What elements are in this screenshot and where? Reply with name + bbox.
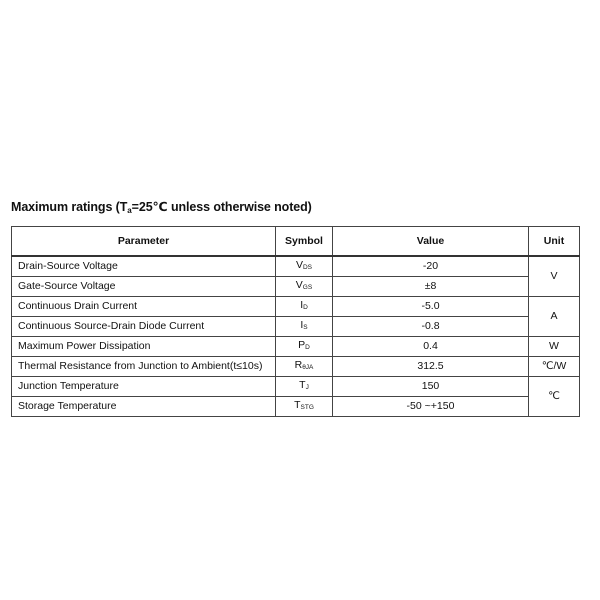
table-row [12,277,580,297]
symbol-subscript: S [303,324,308,331]
symbol-main: V [295,279,303,291]
symbol-main: V [295,259,303,271]
row-parameter: Continuous Source-Drain Diode Current [12,317,276,337]
table-row [12,297,580,317]
row-symbol [276,297,333,317]
row-symbol [276,256,333,277]
table-row [12,256,580,277]
unit-cell-voltage: V [529,256,580,297]
symbol-main: T [299,379,306,391]
unit-cell-power: W [529,337,580,357]
row-symbol [276,337,333,357]
symbol-subscript: D [303,304,308,311]
symbol-main: P [298,339,306,351]
row-value: -50 ~+150 [333,397,529,417]
symbol-subscript: J [305,384,309,391]
header-unit: Unit [529,227,580,257]
table-header-row [12,227,580,257]
symbol-subscript: DS [302,264,313,271]
symbol-main: R [294,359,303,371]
table-row [12,377,580,397]
header-value: Value [333,227,529,257]
row-parameter: Storage Temperature [12,397,276,417]
symbol-subscript: GS [302,284,313,291]
row-parameter: Maximum Power Dissipation [12,337,276,357]
row-symbol [276,317,333,337]
table-row [12,397,580,417]
title-suffix: =25℃ unless otherwise noted) [131,200,312,214]
row-parameter: Junction Temperature [12,377,276,397]
row-parameter: Drain-Source Voltage [12,256,276,277]
row-value: 0.4 [333,337,529,357]
row-value: -20 [333,256,529,277]
maximum-ratings-table [11,226,580,417]
row-value: 312.5 [333,357,529,377]
header-parameter: Parameter [12,227,276,257]
section-title [11,199,312,215]
row-parameter: Thermal Resistance from Junction to Ambient(t≤10s) [12,357,276,377]
header-symbol: Symbol [276,227,333,257]
title-prefix: Maximum ratings (T [11,200,128,214]
row-value: -5.0 [333,297,529,317]
symbol-subscript: θJA [302,364,314,371]
row-symbol [276,277,333,297]
row-symbol [276,397,333,417]
row-parameter: Gate-Source Voltage [12,277,276,297]
symbol-main: I [300,299,304,311]
title-subscript: a [127,206,132,215]
row-symbol [276,357,333,377]
row-value: 150 [333,377,529,397]
symbol-main: T [294,399,301,411]
table-row [12,337,580,357]
table-row [12,357,580,377]
symbol-main: I [300,319,304,331]
row-value: ±8 [333,277,529,297]
row-parameter: Continuous Drain Current [12,297,276,317]
unit-cell-temperature: ℃ [529,377,580,417]
table-row [12,317,580,337]
symbol-subscript: D [305,344,310,351]
unit-cell-current: A [529,297,580,337]
row-value: -0.8 [333,317,529,337]
unit-cell-thermal-resistance: ℃/W [529,357,580,377]
row-symbol [276,377,333,397]
symbol-subscript: STG [300,404,314,411]
